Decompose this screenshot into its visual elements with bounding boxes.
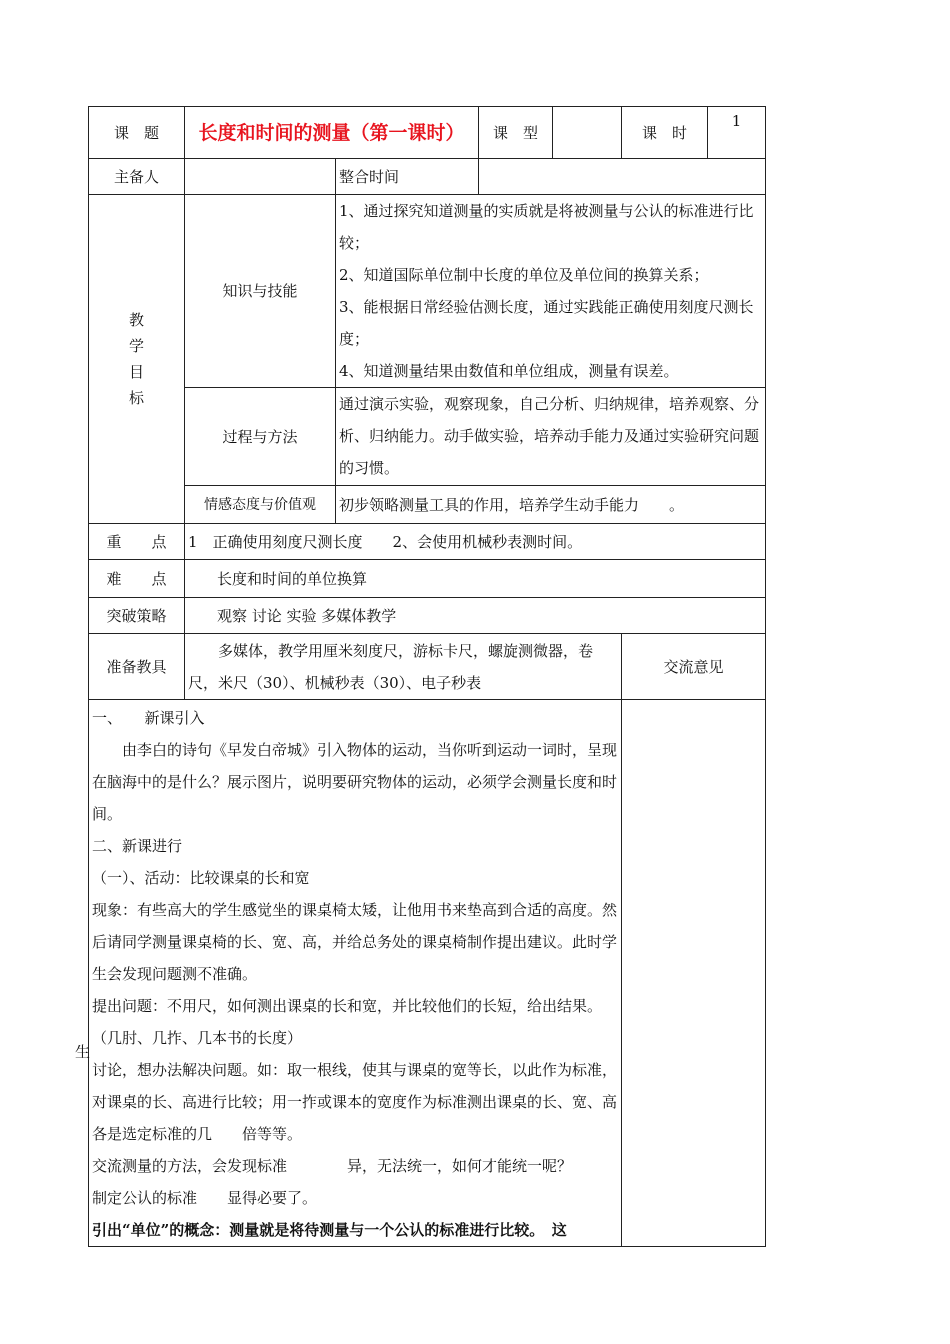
header-row bbox=[89, 107, 766, 159]
content-row bbox=[89, 700, 766, 1247]
preparer-row bbox=[89, 159, 766, 195]
intro-paragraph: 由李白的诗句《早发白帝城》引入物体的运动，当你听到运动一词时，呈现在脑海中的是什么？展示图片，说明要研究物体的运动，必须学会测量长度和时间。 bbox=[92, 741, 618, 823]
integration-label: 整合时间 bbox=[336, 159, 479, 195]
strategy-row bbox=[89, 598, 766, 634]
objectives-char: 学 bbox=[128, 337, 144, 355]
hours-label: 课 时 bbox=[622, 107, 708, 159]
process-content: 通过演示实验，观察现象，自己分析、归纳规律，培养观察、分析、归纳能力。动手做实验，培养动手能力及通过实验研究问题的习惯。 bbox=[336, 388, 766, 486]
exchange-label: 交流意见 bbox=[622, 634, 766, 700]
preparer-label: 主备人 bbox=[89, 159, 185, 195]
hours-value: 1 bbox=[708, 107, 766, 159]
preparation-row bbox=[89, 634, 766, 700]
exchange-notes bbox=[622, 700, 766, 1247]
knowledge-item: 1、通过探究知道测量的实质就是将被测量与公认的标准进行比较； bbox=[339, 202, 754, 252]
discussion-paragraph: 讨论，想办法解决问题。如：取一根线，使其与课桌的宽等长，以此作为标准，对课桌的长、高进行比较；用一拃或课本的宽度作为标准测出课桌的长、宽、高各是选定标准的几 倍等等。 bbox=[92, 1061, 618, 1143]
section-heading: 二、新课进行 bbox=[92, 837, 183, 855]
objectives-char: 教 bbox=[128, 311, 144, 329]
phenomenon-paragraph: 现象：有些高大的学生感觉坐的课桌椅太矮，让他用书来垫高到合适的高度。然后请同学测量课桌椅的长、宽、高，并给总务处的课桌椅制作提出建议。此时学生会发现问题测不准确。 bbox=[92, 901, 618, 983]
knowledge-content bbox=[336, 195, 766, 388]
knowledge-label: 知识与技能 bbox=[185, 195, 336, 388]
process-label: 过程与方法 bbox=[185, 388, 336, 486]
type-value bbox=[553, 107, 622, 159]
knowledge-item: 4、知道测量结果由数值和单位组成，测量有误差。 bbox=[339, 362, 679, 380]
key-points-label: 重 点 bbox=[89, 524, 185, 560]
lesson-plan-table bbox=[88, 106, 766, 1247]
difficulty-row bbox=[89, 560, 766, 598]
integration-value bbox=[479, 159, 766, 195]
key-points-row bbox=[89, 524, 766, 560]
objectives-label bbox=[89, 195, 185, 524]
preparation-content: 多媒体，教学用厘米刻度尺，游标卡尺，螺旋测微器，卷尺，米尺（30）、机械秒表（30）、电子秒表 bbox=[185, 634, 622, 700]
objectives-char: 目 bbox=[128, 363, 144, 381]
preparation-label: 准备教具 bbox=[89, 634, 185, 700]
section-heading: 一、 新课引入 bbox=[92, 709, 205, 727]
attitude-content: 初步领略测量工具的作用，培养学生动手能力 。 bbox=[336, 486, 766, 524]
page-title: 长度和时间的测量（第一课时） bbox=[185, 107, 479, 159]
attitude-label: 情感态度与价值观 bbox=[185, 486, 336, 524]
strategy-label: 突破策略 bbox=[89, 598, 185, 634]
unit-concept-paragraph: 引出“单位”的概念：测量就是将待测量与一个公认的标准进行比较。 这 bbox=[92, 1221, 567, 1239]
lesson-plan-document bbox=[88, 106, 765, 1247]
objectives-char: 标 bbox=[128, 389, 144, 407]
standard-paragraph: 制定公认的标准 显得必要了。 bbox=[92, 1189, 318, 1207]
strategy-content: 观察 讨论 实验 多媒体教学 bbox=[185, 598, 766, 634]
side-label: 生 bbox=[75, 1043, 91, 1061]
type-label: 课 型 bbox=[479, 107, 553, 159]
lesson-content bbox=[89, 700, 622, 1247]
question-paragraph: 提出问题：不用尺，如何测出课桌的长和宽，并比较他们的长短，给出结果。（几肘、几拃、几本书的长度） bbox=[92, 997, 603, 1047]
key-points-content: 1 正确使用刻度尺测长度 2、会使用机械秒表测时间。 bbox=[185, 524, 766, 560]
difficulty-content: 长度和时间的单位换算 bbox=[185, 560, 766, 598]
difficulty-label: 难 点 bbox=[89, 560, 185, 598]
subject-label: 课 题 bbox=[89, 107, 185, 159]
exchange-paragraph: 交流测量的方法，会发现标准 异，无法统一，如何才能统一呢？ bbox=[92, 1157, 573, 1175]
activity-heading: （一）、活动：比较课桌的长和宽 bbox=[92, 869, 310, 887]
knowledge-item: 3、能根据日常经验估测长度，通过实践能正确使用刻度尺测长度； bbox=[339, 298, 754, 348]
knowledge-item: 2、知道国际单位制中长度的单位及单位间的换算关系； bbox=[339, 266, 709, 284]
process-row bbox=[89, 388, 766, 486]
attitude-row bbox=[89, 486, 766, 524]
preparer-value bbox=[185, 159, 336, 195]
knowledge-row bbox=[89, 195, 766, 388]
